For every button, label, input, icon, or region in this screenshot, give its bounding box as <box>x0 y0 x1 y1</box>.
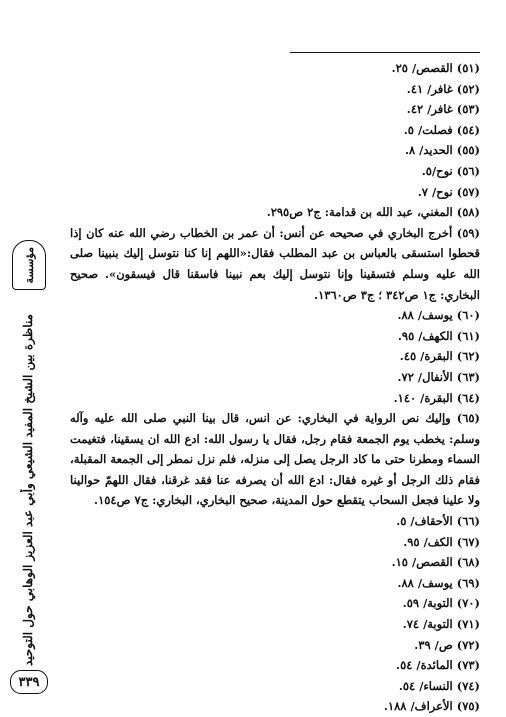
footnote-59: (٥٩) أخرج البخاري في صحيحه عن أنس: أن عمر بن الخطاب رضي الله عنه كان إذا قحطوا استسقى بالعباس بن عبد المطلب فقال:«اللهم إنا كنا نتوسل إليك بنبينا صلى الله عليه وسلم فتسقينا وإنا نتوسل إليك بعم نبينا فاسقنا قال فيسقون». صحيح البخاري: ج١ ص٣٤٢ ؛ ج٣ ص١٣٦٠. <box>70 225 480 302</box>
footnote-68: (٦٨) القصص/ ١٥. <box>391 555 480 570</box>
footnote-53: (٥٣) غافر/ ٤٢. <box>406 102 480 117</box>
running-title <box>8 300 48 680</box>
footnote-57: (٥٧) نوح/ ٧. <box>417 184 480 199</box>
publisher-logo <box>12 240 46 290</box>
footnote-64: (٦٤) البقرة/ ١٤٠. <box>393 390 480 405</box>
footnote-73: (٧٣) المائدة/ ٥٤. <box>396 658 480 673</box>
footnote-58: (٥٨) المغني، عبد الله بن قدامة: ج٢ ص٢٩٥. <box>266 205 480 220</box>
footnote-67: (٦٧) الكف/ ٩٥. <box>403 534 480 549</box>
footnote-75: (٧٥) الأعراف/ ١٨٨. <box>383 699 480 714</box>
footnote-65: (٦٥) وإليك نص الرواية في البخاري: عن انس، قال بينا النبي صلى الله عليه وآله وسلم: يخطب يوم الجمعة فقام رجل، فقال يا رسول الله: ادع الله ان يسقينا، فتغيمت السماء ومطرنا حتى ما كاد الرجل يصل إلى منزله، فلم نزل نمطر إلى الجمعة المقبلة، فقام ذلك الرجل أو غيره فقال: ادع الله أن يصرفه عنا فقد غرقنا، فقال اللهمّ حوالينا ولا علينا فجعل السحاب يتقطع حول المدينة، صحيح البخاري، البخاري: ج٧ ص١٥٤. <box>70 411 480 508</box>
footnote-74: (٧٤) النساء/ ٥٤. <box>398 678 480 693</box>
footnote-63: (٦٣) الأنفال/ ٧٢. <box>397 369 480 384</box>
footnote-70: (٧٠) التوبة/ ٥٩. <box>402 596 480 611</box>
footnote-56: (٥٦) نوح/٥. <box>421 163 480 178</box>
footnote-52: (٥٢) غافر/ ٤١. <box>406 81 480 96</box>
footnote-69: (٦٩) يوسف/ ٨٨. <box>397 575 480 590</box>
footnote-72: (٧٢) ص/ ٣٩. <box>414 637 480 652</box>
footnote-separator-rule <box>290 52 480 53</box>
footnote-55: (٥٥) الحديد/ ٨. <box>404 143 480 158</box>
footnotes-list <box>70 58 480 717</box>
page-number: ٣٣٩ <box>10 670 48 694</box>
footnote-54: (٥٤) فصلت/ ٥. <box>403 122 480 137</box>
footnote-51: (٥١) القصص/ ٢٥. <box>391 61 480 75</box>
publisher-logo-text: مؤسسة <box>22 246 36 284</box>
footnote-60: (٦٠) يوسف/ ٨٨. <box>397 308 480 323</box>
running-title-text: مناظرة بين الشيخ المفيد الشيعي وأبي عبد العزيز الوهابي حول التوحيد <box>21 313 35 667</box>
footnote-71: (٧١) التوبة/ ٧٤. <box>402 617 480 632</box>
footnote-62: (٦٢) البقرة/ ٤٥. <box>399 349 480 364</box>
footnote-66: (٦٦) الأحقاف/ ٥. <box>396 514 480 529</box>
footnote-61: (٦١) الكهف/ ٩٥. <box>397 328 480 343</box>
